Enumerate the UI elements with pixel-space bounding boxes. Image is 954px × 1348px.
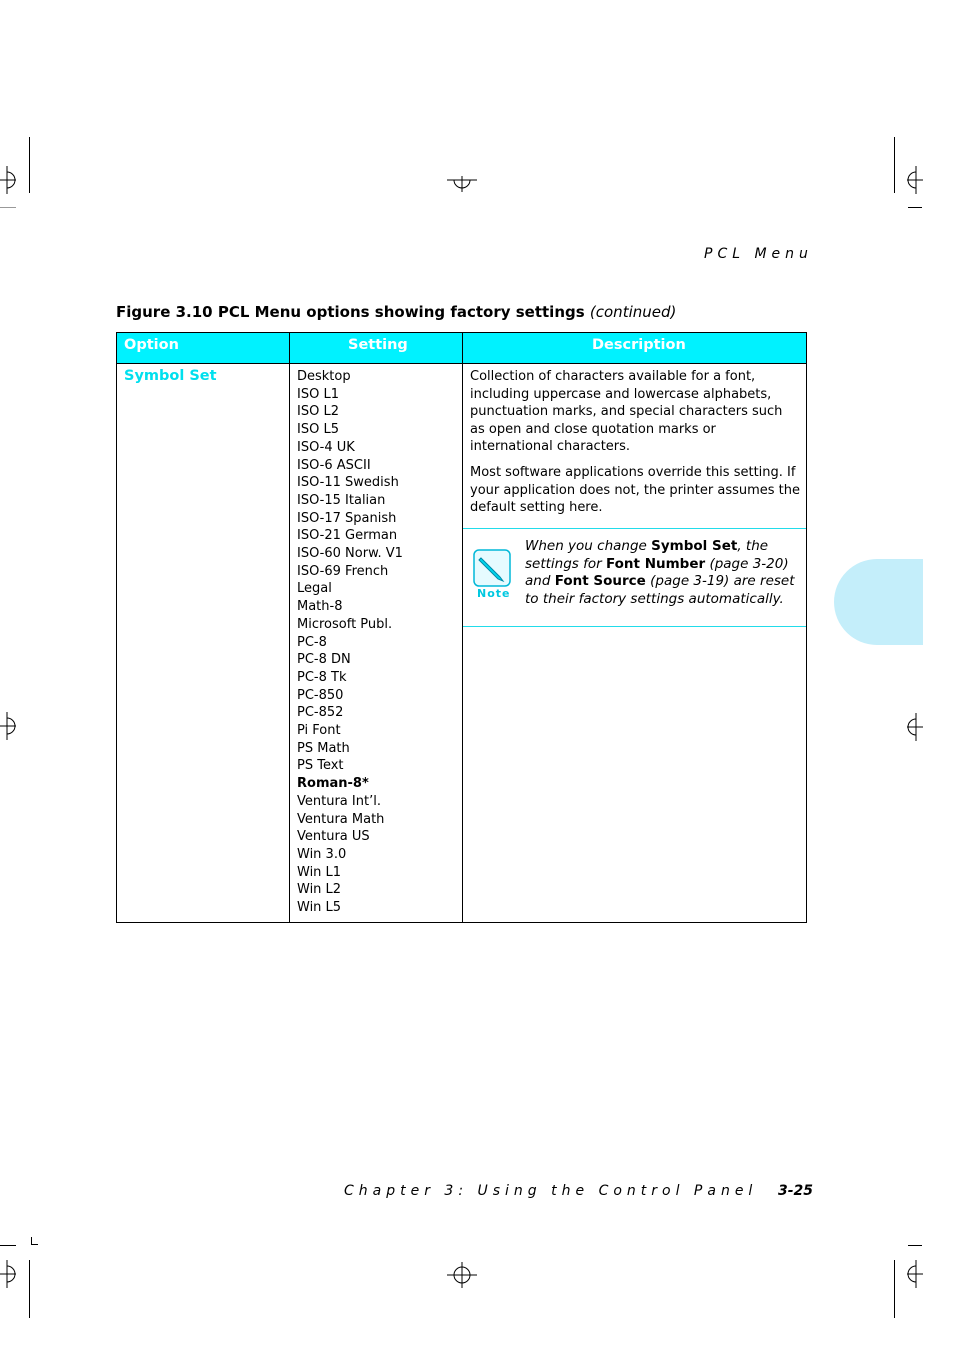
- setting-item: ISO L5: [297, 422, 339, 438]
- description-paragraph: Collection of characters available for a font, including uppercase and lowercase alphabets, punctuation marks, and special characters such as open and close quotation marks or international characters.: [470, 369, 783, 455]
- note-label: Note: [477, 587, 511, 600]
- chapter-thumb-tab: [834, 559, 923, 645]
- setting-item: Win L2: [297, 882, 342, 898]
- running-header: PCL Menu: [704, 246, 813, 262]
- description-text: [470, 368, 800, 517]
- description-paragraph: Most software applications override this setting. If your application does not, the printer assumes the default setting here.: [470, 464, 801, 516]
- setting-item: Microsoft Publ.: [297, 616, 393, 632]
- setting-item: PC-8 DN: [297, 652, 351, 668]
- setting-item: ISO-21 German: [297, 528, 398, 544]
- setting-item: ISO-15 Italian: [297, 492, 386, 508]
- option-symbol-set: Symbol Set: [124, 368, 217, 384]
- registration-mark-icon: [907, 713, 923, 741]
- setting-item: ISO-6 ASCII: [297, 457, 371, 473]
- figure-caption: [116, 303, 676, 321]
- footer-chapter: Chapter 3: Using the Control Panel: [344, 1183, 758, 1199]
- registration-mark-icon: [907, 1260, 923, 1288]
- setting-item: Win L1: [297, 864, 342, 880]
- setting-item-default: Roman-8*: [297, 776, 369, 792]
- registration-mark-icon: [907, 166, 923, 194]
- setting-item: Legal: [297, 581, 332, 597]
- page-number: 3-25: [778, 1183, 814, 1199]
- setting-item: PC-850: [297, 687, 344, 703]
- setting-item: Desktop: [297, 369, 351, 384]
- note-divider-bottom: [463, 626, 806, 627]
- setting-item: PS Math: [297, 740, 350, 756]
- setting-item: Win 3.0: [297, 846, 347, 862]
- setting-item: Win L5: [297, 900, 342, 916]
- setting-item: PS Text: [297, 758, 344, 774]
- registration-mark-icon: [0, 1260, 16, 1288]
- note-divider-top: [463, 528, 806, 529]
- setting-item: ISO L2: [297, 404, 339, 420]
- registration-mark-icon: [447, 1262, 477, 1288]
- setting-item: PC-8 Tk: [297, 669, 347, 685]
- setting-item: Pi Font: [297, 723, 341, 739]
- setting-item: ISO-11 Swedish: [297, 475, 399, 491]
- setting-item: Ventura US: [297, 829, 370, 845]
- registration-mark-icon: [0, 712, 16, 740]
- column-header-option: Option: [124, 337, 179, 353]
- setting-item: Ventura Int’l.: [297, 793, 381, 809]
- setting-item: ISO-69 French: [297, 563, 389, 579]
- setting-list: [297, 368, 403, 917]
- note-text: When you change Symbol Set, the settings for Font Number (page 3-20) and Font Source (page 3-19) are reset to their factory settings automatically.: [525, 538, 795, 607]
- setting-item: PC-852: [297, 705, 344, 721]
- column-header-setting: Setting: [348, 337, 408, 353]
- setting-item: Ventura Math: [297, 811, 385, 827]
- setting-item: ISO-17 Spanish: [297, 510, 397, 526]
- setting-item: PC-8: [297, 634, 327, 650]
- figure-title: Figure 3.10 PCL Menu options showing factory settings: [116, 303, 585, 321]
- settings-table: [116, 332, 807, 923]
- setting-item: Math-8: [297, 599, 343, 615]
- setting-item: ISO-4 UK: [297, 439, 355, 455]
- note-pencil-icon: [473, 549, 511, 587]
- setting-item: ISO L1: [297, 386, 339, 402]
- registration-mark-icon: [0, 166, 16, 194]
- registration-mark-icon: [447, 176, 477, 192]
- figure-continued: (continued): [589, 303, 677, 321]
- column-header-description: Description: [592, 337, 686, 353]
- setting-item: ISO-60 Norw. V1: [297, 546, 403, 562]
